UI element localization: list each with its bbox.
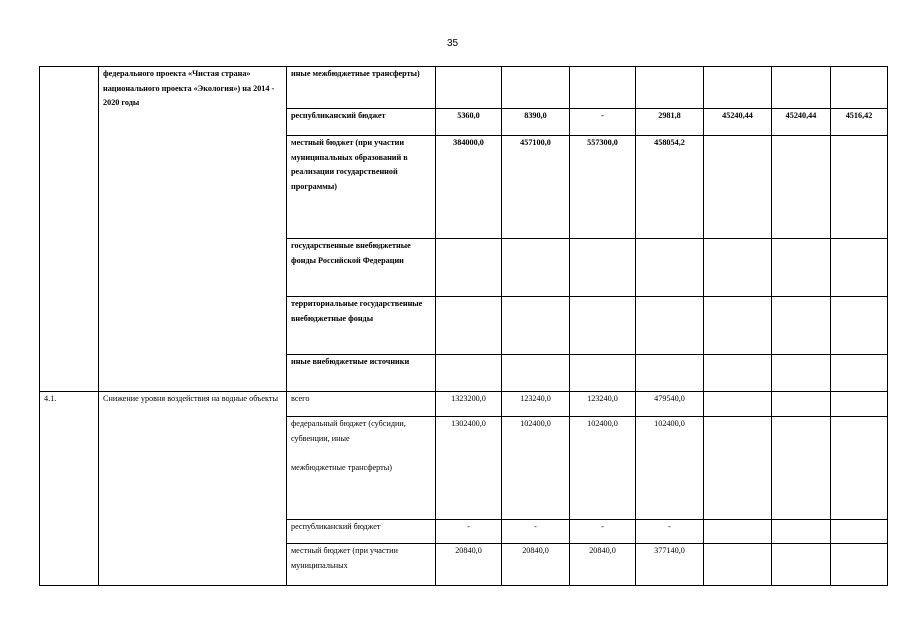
amount-cell — [704, 297, 772, 355]
amount-cell — [831, 520, 888, 544]
amount-cell: 123240,0 — [502, 392, 570, 417]
amount-cell: 20840,0 — [570, 544, 636, 586]
page-number: 35 — [446, 38, 459, 49]
item-title: Снижение уровня воздействия на водные объекты — [99, 392, 287, 586]
amount-cell — [636, 297, 704, 355]
table-row — [40, 392, 888, 417]
amount-cell — [831, 136, 888, 239]
funding-source: территориальные государственные внебюджетные фонды — [287, 297, 436, 355]
amount-cell — [436, 239, 502, 297]
amount-cell — [772, 355, 831, 392]
amount-cell: 1323200,0 — [436, 392, 502, 417]
amount-cell — [772, 136, 831, 239]
funding-source: государственные внебюджетные фонды Российской Федерации — [287, 239, 436, 297]
amount-cell: 458054,2 — [636, 136, 704, 239]
amount-cell — [570, 297, 636, 355]
amount-cell — [772, 392, 831, 417]
amount-cell — [772, 239, 831, 297]
amount-cell — [831, 67, 888, 109]
amount-cell — [831, 417, 888, 520]
funding-source: местный бюджет (при участии муниципальных образований в реализации государственной программы) — [287, 136, 436, 239]
amount-cell: 4516,42 — [831, 109, 888, 136]
amount-cell — [502, 239, 570, 297]
amount-cell: 2981,8 — [636, 109, 704, 136]
funding-source: федеральный бюджет (субсидии, субвенции, иные межбюджетные трансферты) — [287, 417, 436, 520]
amount-cell — [831, 544, 888, 586]
funding-source: республиканский бюджет — [287, 109, 436, 136]
amount-cell: 557300,0 — [570, 136, 636, 239]
amount-cell: 20840,0 — [502, 544, 570, 586]
amount-cell — [636, 355, 704, 392]
amount-cell: - — [570, 109, 636, 136]
item-title: федерального проекта «Чистая страна» национального проекта «Экология») на 2014 - 2020 годы — [99, 67, 287, 392]
amount-cell — [636, 239, 704, 297]
amount-cell: 45240,44 — [704, 109, 772, 136]
amount-cell — [704, 520, 772, 544]
amount-cell: 102400,0 — [636, 417, 704, 520]
amount-cell: 45240,44 — [772, 109, 831, 136]
amount-cell — [704, 136, 772, 239]
amount-cell — [831, 239, 888, 297]
amount-cell — [772, 544, 831, 586]
amount-cell — [502, 297, 570, 355]
amount-cell — [502, 355, 570, 392]
funding-source: иные внебюджетные источники — [287, 355, 436, 392]
amount-cell: 479540,0 — [636, 392, 704, 417]
amount-cell: - — [636, 520, 704, 544]
table-row — [40, 67, 888, 109]
amount-cell — [772, 520, 831, 544]
amount-cell: - — [502, 520, 570, 544]
item-number: 4.1. — [40, 392, 99, 586]
amount-cell — [704, 544, 772, 586]
amount-cell — [704, 239, 772, 297]
amount-cell — [436, 297, 502, 355]
amount-cell — [831, 355, 888, 392]
amount-cell — [704, 67, 772, 109]
amount-cell: 384000,0 — [436, 136, 502, 239]
amount-cell: 8390,0 — [502, 109, 570, 136]
amount-cell — [772, 67, 831, 109]
amount-cell: 102400,0 — [502, 417, 570, 520]
item-number — [40, 67, 99, 392]
amount-cell — [570, 67, 636, 109]
amount-cell: 377140,0 — [636, 544, 704, 586]
funding-source: республиканский бюджет — [287, 520, 436, 544]
amount-cell: 457100,0 — [502, 136, 570, 239]
amount-cell: 102400,0 — [570, 417, 636, 520]
amount-cell — [831, 297, 888, 355]
amount-cell: - — [570, 520, 636, 544]
funding-table — [39, 66, 888, 586]
funding-source: иные межбюджетные трансферты) — [287, 67, 436, 109]
amount-cell — [831, 392, 888, 417]
amount-cell — [704, 355, 772, 392]
amount-cell: 1302400,0 — [436, 417, 502, 520]
amount-cell — [502, 67, 570, 109]
amount-cell: - — [436, 520, 502, 544]
amount-cell: 5360,0 — [436, 109, 502, 136]
amount-cell — [704, 392, 772, 417]
funding-source: местный бюджет (при участии муниципальных — [287, 544, 436, 586]
amount-cell — [436, 355, 502, 392]
amount-cell — [636, 67, 704, 109]
amount-cell — [772, 297, 831, 355]
amount-cell: 20840,0 — [436, 544, 502, 586]
amount-cell: 123240,0 — [570, 392, 636, 417]
funding-source: всего — [287, 392, 436, 417]
amount-cell — [570, 355, 636, 392]
amount-cell — [704, 417, 772, 520]
amount-cell — [570, 239, 636, 297]
amount-cell — [436, 67, 502, 109]
amount-cell — [772, 417, 831, 520]
